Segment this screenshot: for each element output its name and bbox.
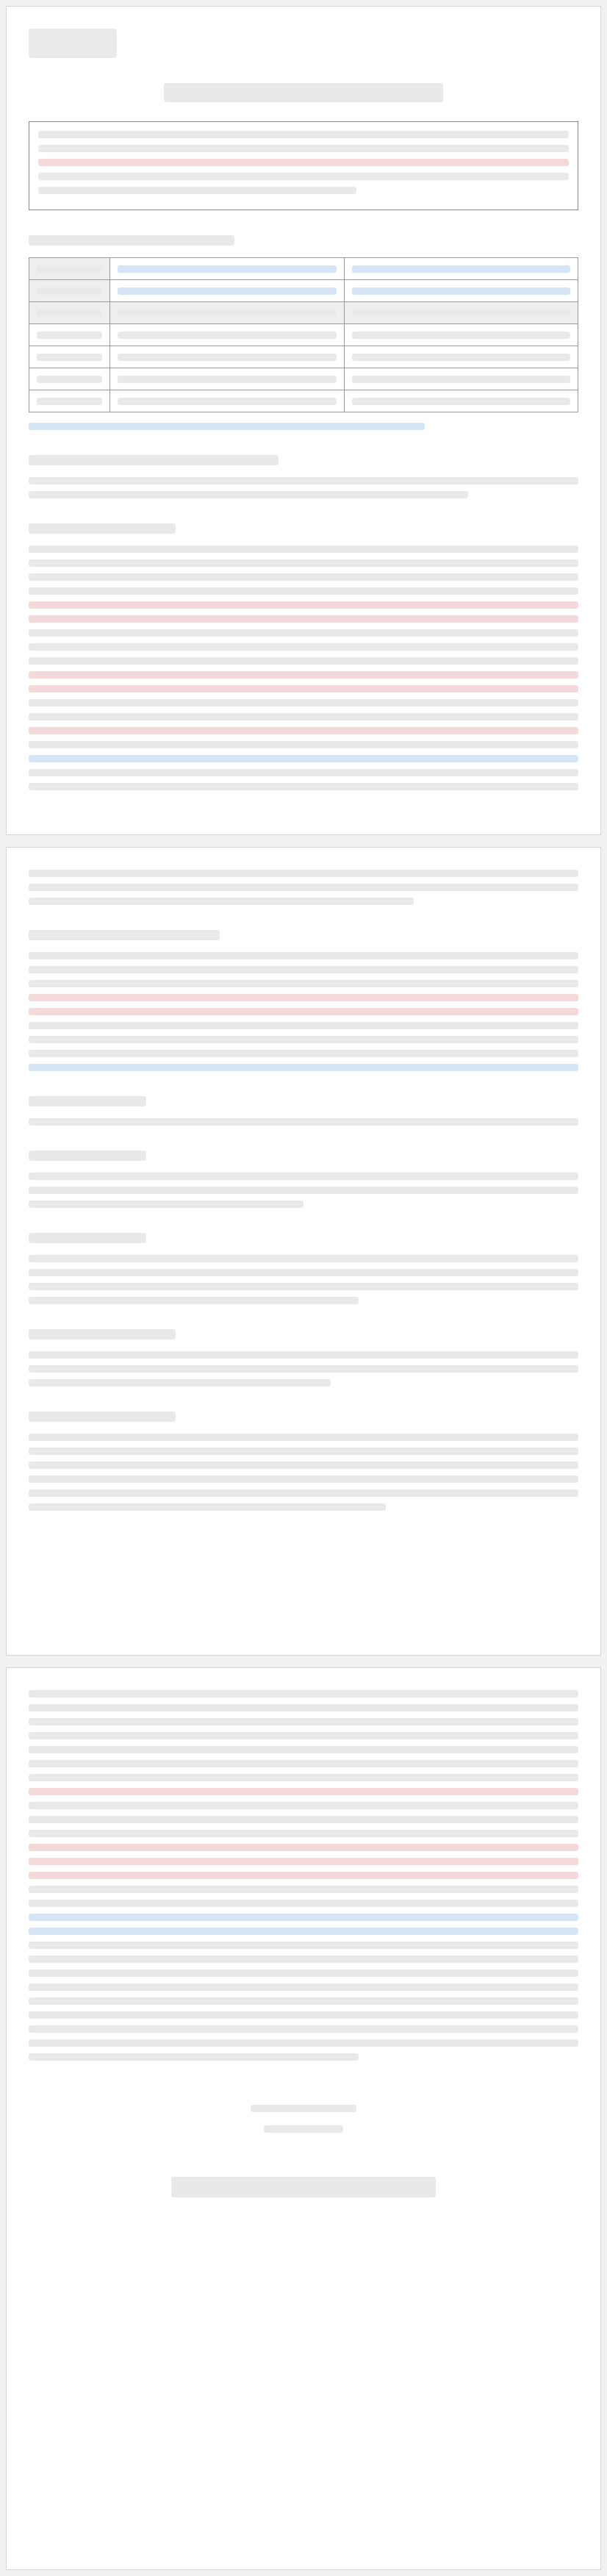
table-note: [29, 423, 425, 430]
section-heading: [29, 1233, 146, 1243]
section-heading: [29, 1412, 176, 1422]
notice-page-1: [6, 6, 601, 835]
section-heading: [29, 1151, 146, 1161]
section-heading: [29, 235, 234, 246]
section-heading: [29, 1096, 146, 1106]
closing-block: [171, 2105, 436, 2197]
section-heading: [29, 930, 220, 940]
logo: [29, 29, 117, 58]
bid-table: [29, 257, 578, 412]
intro-box: [29, 121, 578, 210]
notice-page-2: [6, 847, 601, 1656]
section-heading: [29, 1329, 176, 1339]
notice-page-3: [6, 1667, 601, 2570]
section-heading: [29, 455, 279, 465]
section-heading: [29, 523, 176, 534]
title-block: [164, 83, 443, 102]
